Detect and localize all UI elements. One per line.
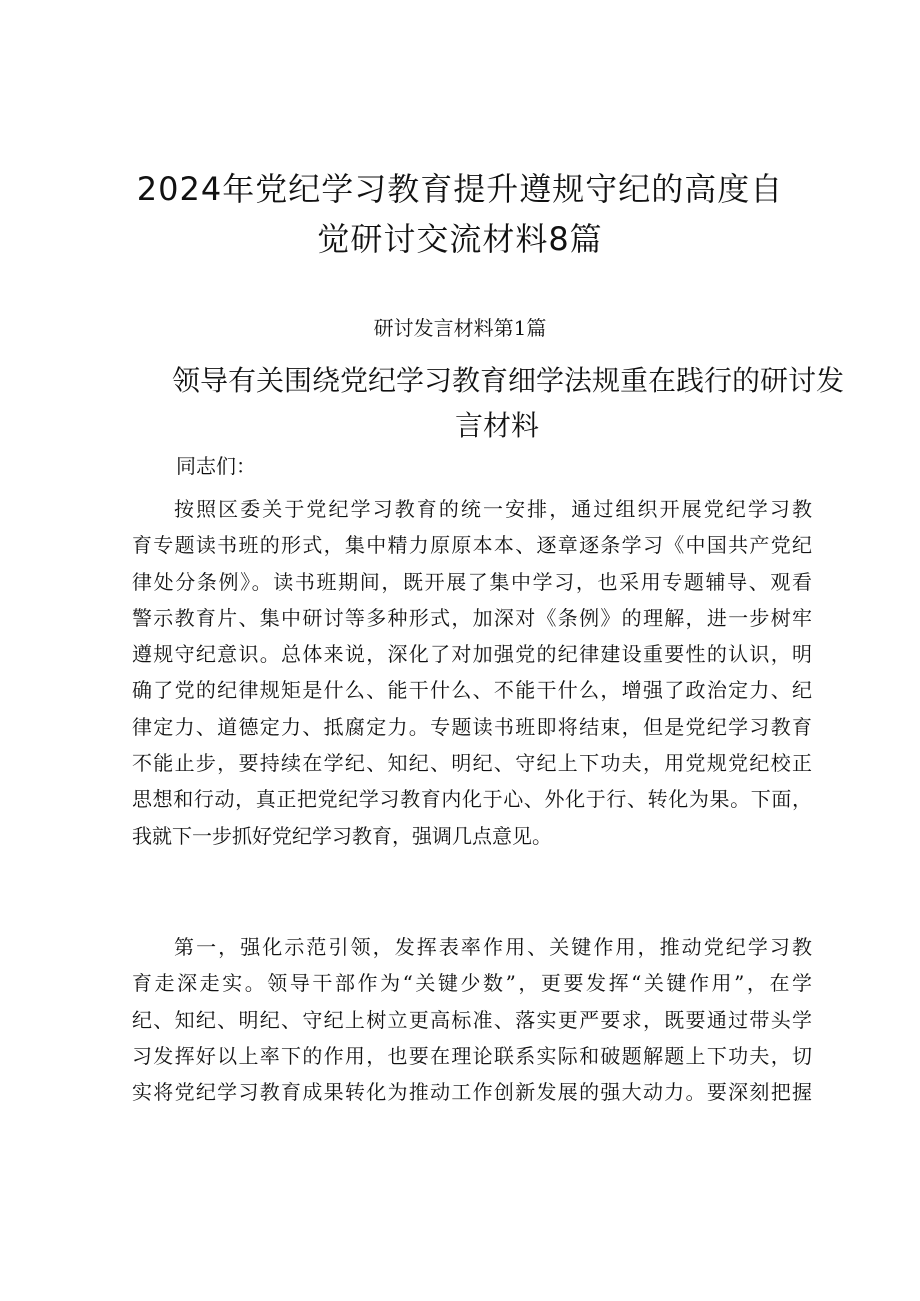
- paragraph-line: 习发挥好以上率下的作用，也要在理论联系实际和破题解题上下功夫，切: [132, 1043, 812, 1068]
- speech-title-line-1: 领导有关围绕党纪学习教育细学法规重在践行的研讨发: [172, 364, 845, 397]
- paragraph-line: 遵规守纪意识。总体来说，深化了对加强党的纪律建设重要性的认识，明: [132, 642, 812, 667]
- paragraph-line: 确了党的纪律规矩是什么、能干什么、不能干什么，增强了政治定力、纪: [132, 678, 812, 703]
- paragraph-line: 我就下一步抓好党纪学习教育，强调几点意见。: [132, 823, 552, 848]
- section-label: 研讨发言材料第1篇: [373, 316, 547, 340]
- paragraph-line: 实将党纪学习教育成果转化为推动工作创新发展的强大动力。要深刻把握: [132, 1080, 812, 1105]
- paragraph-line: 律处分条例》。读书班期间，既开展了集中学习，也采用专题辅导、观看: [132, 569, 812, 594]
- paragraph-line: 不能止步，要持续在学纪、知纪、明纪、守纪上下功夫，用党规党纪校正: [132, 751, 812, 776]
- paragraph-line: 律定力、道德定力、抵腐定力。专题读书班即将结束，但是党纪学习教育: [132, 714, 812, 739]
- paragraph-line: 纪、知纪、明纪、守纪上树立更高标准、落实更严要求，既要通过带头学: [132, 1007, 812, 1032]
- document-title-line-2: 觉研讨交流材料8篇: [317, 220, 603, 258]
- paragraph-1: [132, 491, 812, 854]
- salutation: 同志们：: [176, 454, 256, 478]
- speech-title-line-2: 言材料: [454, 409, 539, 442]
- paragraph-line: 警示教育片、集中研讨等多种形式，加深对《条例》的理解，进一步树牢: [132, 605, 812, 630]
- paragraph-line: 育专题读书班的形式，集中精力原原本本、逐章逐条学习《中国共产党纪: [132, 533, 812, 558]
- paragraph-line: 第一，强化示范引领，发挥表率作用、关键作用，推动党纪学习教: [174, 935, 812, 959]
- speech-title: [172, 358, 845, 448]
- document-title: [130, 164, 790, 264]
- paragraph-line: 思想和行动，真正把党纪学习教育内化于心、外化于行、转化为果。下面，: [132, 787, 812, 812]
- paragraph-line: 育走深走实。领导干部作为“关键少数”，更要发挥“关键作用”，在学: [132, 971, 812, 996]
- document-title-line-1: 2024年党纪学习教育提升遵规守纪的高度自: [136, 170, 784, 208]
- paragraph-2: [132, 929, 812, 1110]
- paragraph-line: 按照区委关于党纪学习教育的统一安排，通过组织开展党纪学习教: [174, 497, 812, 521]
